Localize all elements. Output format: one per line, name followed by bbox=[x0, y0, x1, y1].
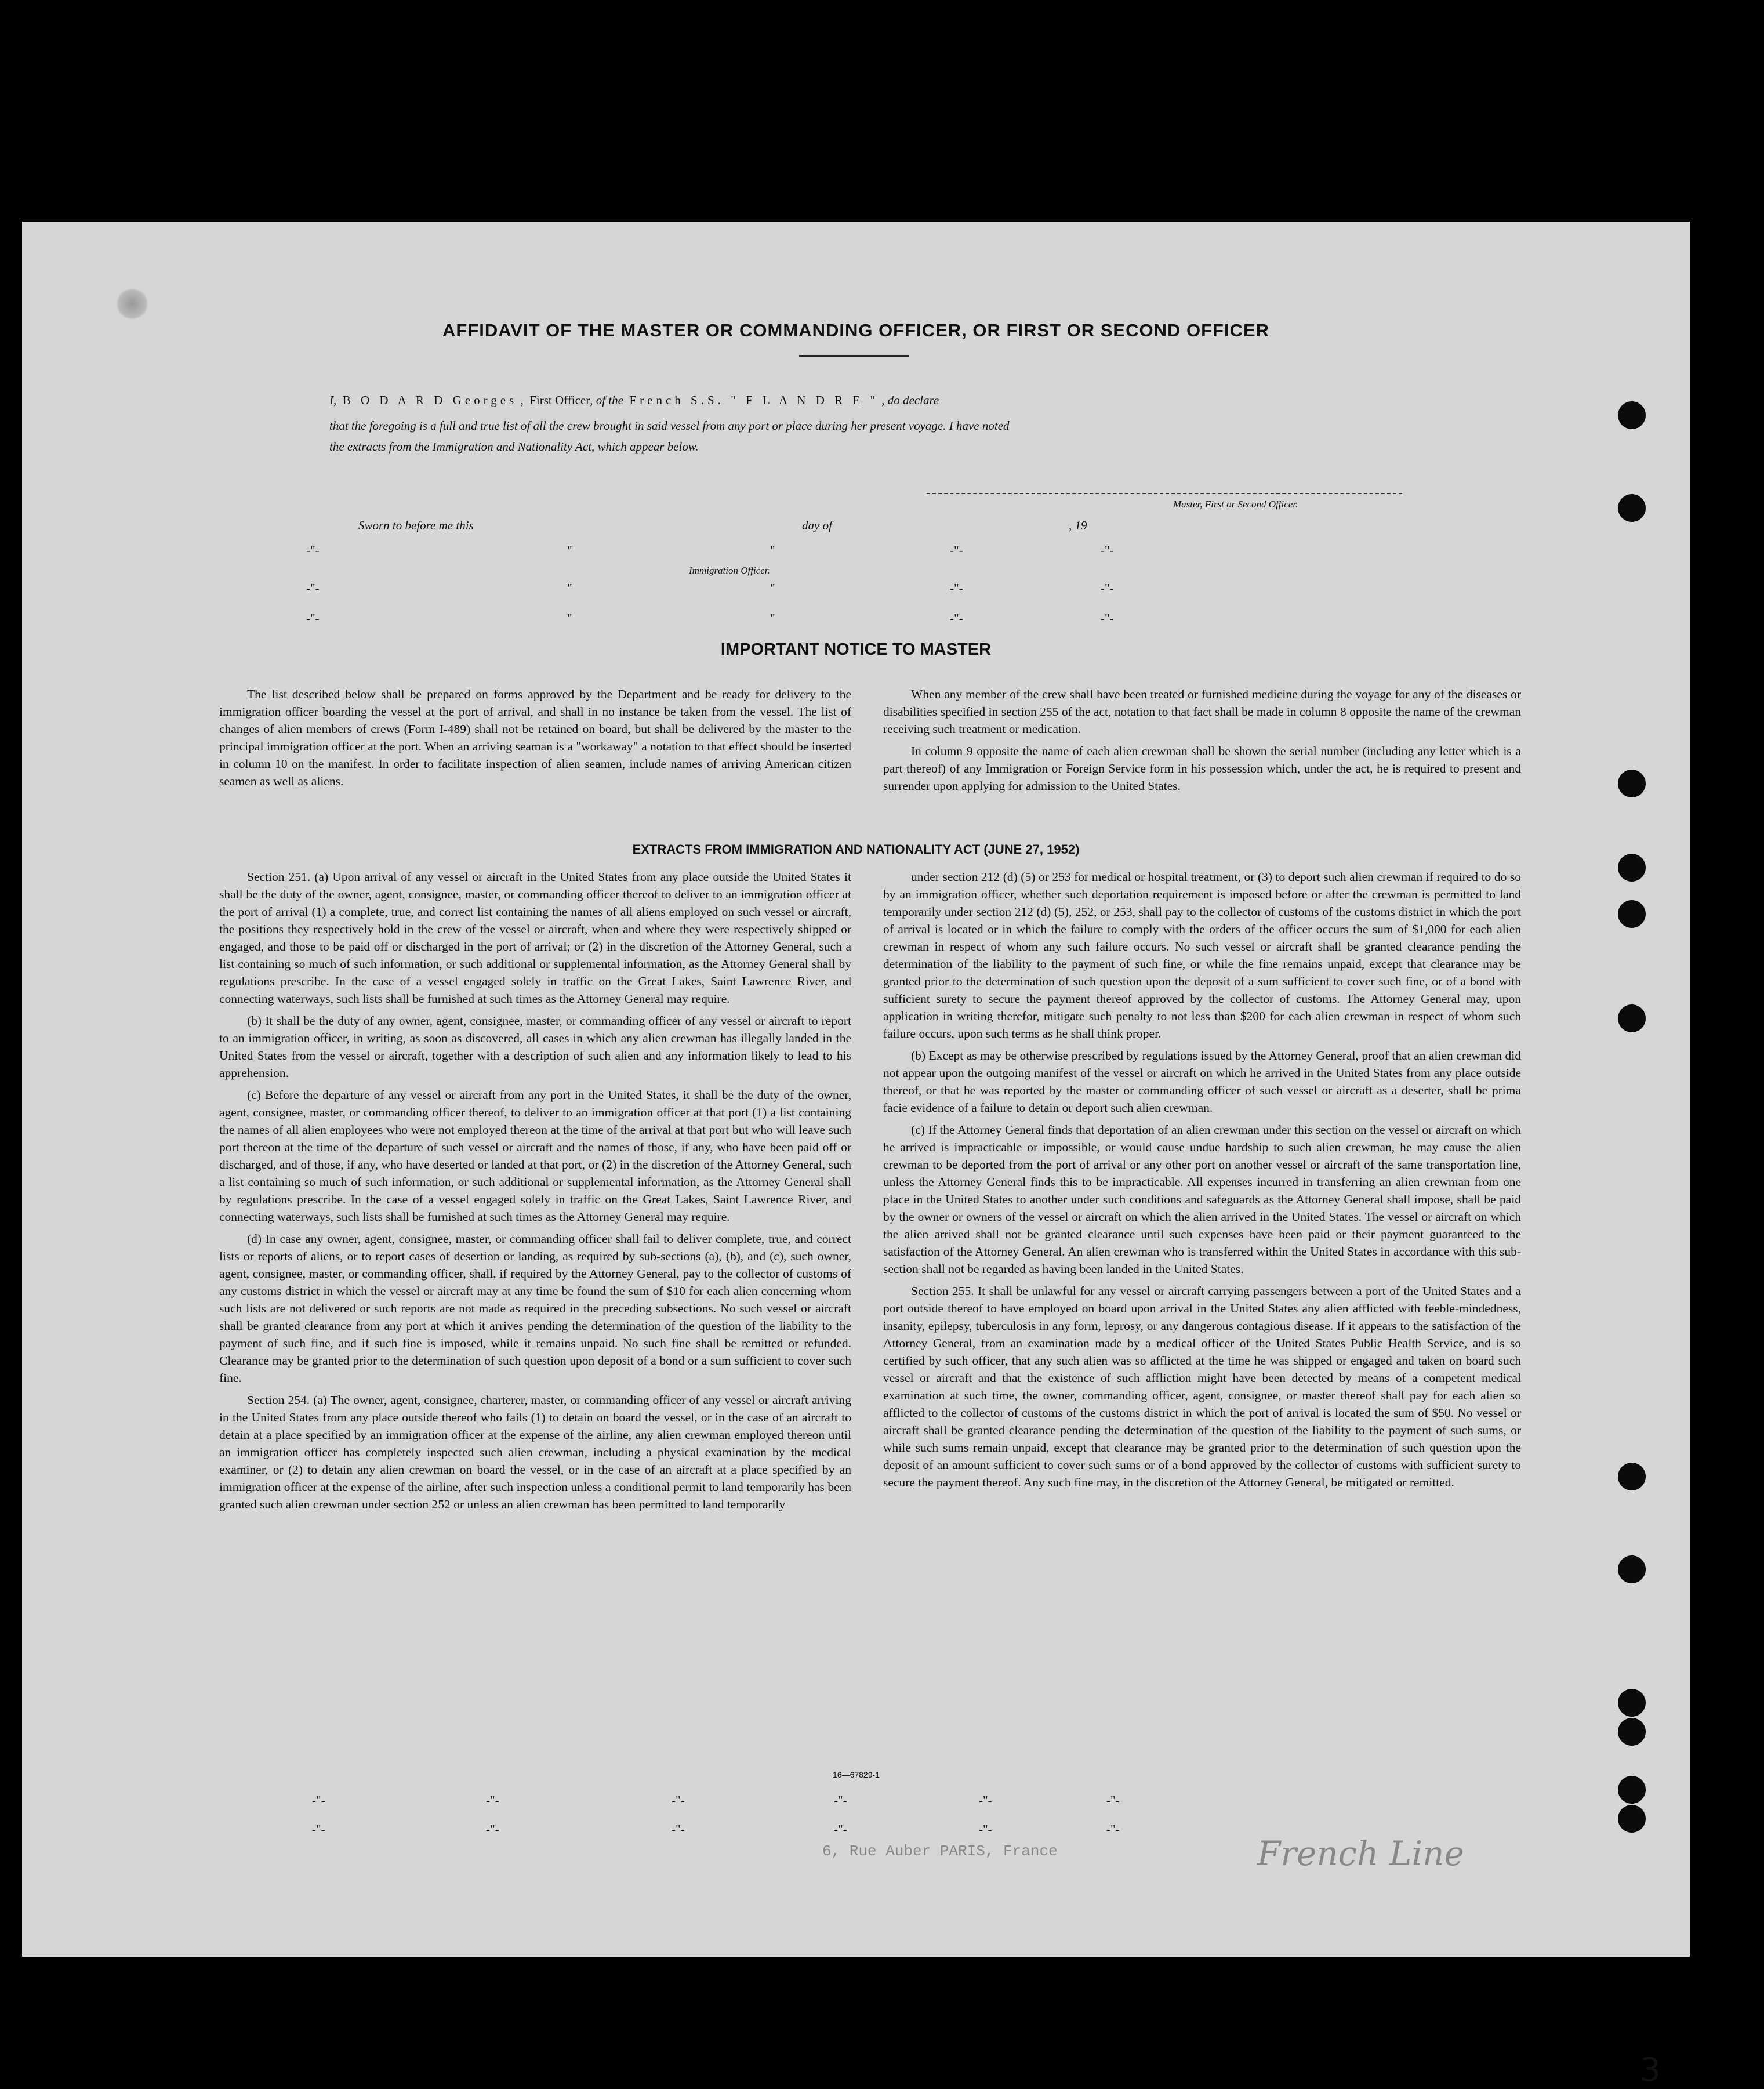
declaration-line-2: that the foregoing is a full and true list of all the crew brought in said vessel from any port or place during her present voyage. I have noted bbox=[329, 419, 1010, 433]
notice-right-column bbox=[883, 686, 1521, 799]
section-paragraph: (b) It shall be the duty of any owner, agent, consignee, master, or commanding officer of any vessel or aircraft to report to an immigration officer, in writing, as soon as discovered, all cases in which any alien crewman has illegally landed in the United States from the vessel or aircraft, together with a description of such alien and any information likely to lead to his apprehension. bbox=[219, 1014, 851, 1080]
bleed-through-signature: French Line bbox=[1257, 1834, 1464, 1873]
binder-hole bbox=[1618, 1555, 1646, 1583]
section-paragraph: under section 212 (d) (5) or 253 for medical or hospital treatment, or (3) to deport such alien crewman if required to do so by an immigration officer, whether such deportation requirement is imposed before or after the crewman is permitted to land temporarily under section 212 (d) (5), 252, or 253, shall pay to the collector of customs of the customs district in which the port of arrival is located or in which the failure to comply with the orders of the officer occurs the sum of $1,000 for each alien crewman in respect of whom any such failure occurs. No such vessel or aircraft shall be granted clearance pending the determination of the liability to the payment of such fine, or while the fine remains unpaid, except that clearance may be granted prior to the determination of such question upon the deposit of a sum sufficient to cover such fine, or of a bond with sufficient surety to secure the payment thereof approved by the collector of customs. The Attorney General may, upon application in writing therefor, mitigate such penalty to not less than $200 for each alien crewman in respect of whom such failure occurs, upon such terms as he shall think proper. bbox=[883, 870, 1521, 1040]
binder-hole bbox=[1618, 1463, 1646, 1490]
ink-smudge bbox=[115, 289, 150, 319]
section-paragraph: Section 255. It shall be unlawful for any vessel or aircraft carrying passengers between a port of the United States and a port outside thereof to have employed on board upon arrival in the United States any alien afflicted with feeble-mindedness, insanity, epilepsy, tuberculosis in any form, leprosy, or any dangerous contagious disease. If it appears to the satisfaction of the Attorney General, from an examination made by a medical officer of the United States Public Health Service, and is so certified by such officer, that any such alien was so afflicted at the time he was shipped or engaged and taken on board such vessel or aircraft and that the existence of such affliction might have been detected by means of a competent medical examination at such time, the owner, commanding officer, agent, consignee, or master thereof shall pay for each alien so afflicted to the collector of customs of the customs district in which the port of arrival is located the sum of $50. No vessel or aircraft shall be granted clearance pending the determination of the question of the liability to the payment of such sums, or while such sums remain unpaid, except that clearance may be granted prior to the determination of such question upon the deposit of an amount sufficient to cover such sums or of a bond approved by the collector of customs with sufficient surety to secure the payment thereof. Any such fine may, in the discretion of the Attorney General, be mitigated or remitted. bbox=[883, 1284, 1521, 1489]
extracts-right-column bbox=[883, 868, 1521, 1496]
binder-hole bbox=[1618, 494, 1646, 522]
section-paragraph: Section 254. (a) The owner, agent, consignee, charterer, master, or commanding officer of any vessel or aircraft arriving in the United States from any place outside thereof who fails (1) to detain on board the vessel, or in the case of an aircraft to detain at a place specified by an immigration officer at the expense of the airline, any alien crewman employed thereon until an immigration officer has completely inspected such alien crewman, including a physical examination by the medical examiner, or (2) to detain any alien crewman on board the vessel, or in the case of an aircraft at a place specified by an immigration officer at the expense of the airline, after such inspection unless a conditional permit to land temporarily has been granted such alien crewman under section 252 or unless an alien crewman has been permitted to land temporarily bbox=[219, 1393, 851, 1511]
notice-title: IMPORTANT NOTICE TO MASTER bbox=[720, 640, 992, 659]
binder-hole bbox=[1618, 1689, 1646, 1717]
officer-name: B O D A R D Georges bbox=[342, 393, 518, 407]
ditto-row: -"- " " -"- -"- bbox=[306, 611, 1114, 625]
document-page: AFFIDAVIT OF THE MASTER OR COMMANDING OFFICER, OR FIRST OR SECOND OFFICER I, B O D A R D Georges , First Officer, of the French S.S. " F L A N D R E " , do declare that the foregoing is a full and true list of all the crew brought in said vessel from any port or place during her present voyage. I have noted the extracts from the Immigration and Nationality Act, which appear below. Master, First or Second Officer. Sworn to before me this day of , 19 -"- " " -"- -"- Immigration Officer. -"- " " -"- -"- -"- " " -"- -"- IMPORTANT NOTICE TO MASTER The list described below shall be prepared on forms approved by the Department and be ready for delivery to the immigration officer boarding the vessel at the port of arrival, and shall in no instance be taken from the vessel. The list of changes of alien members of crews (Form I-489) shall not be retained on board, but shall be delivered by the master to the principal immigration officer at the port. When an arriving seaman is a "workaway" a notation to that effect should be inserted in column 10 on the manifest. In order to facilitate inspection of alien seamen, include names of arriving American citizen seamen as well as aliens. When any member of the crew shall have been treated or furnished medicine during the voyage for any of the diseases or disabilities specified in section 255 of the act, notation to that fact shall be made in column 8 opposite the name of the crewman receiving such treatment or medication. In column 9 opposite the name of each alien crewman shall be shown the serial number (including any letter which is a part thereof) of any Immigration or Foreign Service form in his possession which, under the act, he is required to present and surrender upon applying for admission to the United States. EXTRACTS FROM IMMIGRATION AND NATIONALITY ACT (JUNE 27, 1952) Section 251. (a) Upon arrival of any vessel or aircraft in the United States from any place outside the United States it shall be the duty of the owner, agent, consignee, master, or commanding officer thereof to deliver to an immigration officer at the port of arrival (1) a complete, true, and correct list containing the names of all aliens employed on such vessel or aircraft, the positions they respectively hold in the crew of the vessel or aircraft, when and where they were respectively shipped or engaged, and those to be paid off or discharged in the port of arrival; or (2) in the discretion of the Attorney General, such a list containing so much of such information, or such additional or supplemental information, as the Attorney General shall by regulations prescribe. In the case of a vessel engaged solely in traffic on the Great Lakes, Saint Lawrence River, and connecting waterways, such lists shall be furnished at such times as the Attorney General may require. (b) It shall be the duty of any owner, agent, consignee, master, or commanding officer of any vessel or aircraft to report to an immigration officer, in writing, as soon as discovered, all cases in which any alien crewman has illegally landed in the United States from the vessel or aircraft, together with a description of such alien and any information likely to lead to his apprehension. (c) Before the departure of any vessel or aircraft from any port in the United States, it shall be the duty of the owner, agent, consignee, master, or commanding officer thereof, to deliver to an immigration officer at that port (1) a list containing the names of all alien employees who were not employed thereon at the time of the arrival at that port but who will leave such port thereon at the time of the departure of such vessel or aircraft and the names of those, if any, who have been paid off or discharged, and of those, if any, who have deserted or landed at that port, or (2) in the discretion of the Attorney General, such a list containing so much of such information, or such additional or supplemental information, as the Attorney General shall by regulations prescribe. In the case of a vessel engaged solely in traffic on the Great Lakes, Saint Lawrence River, and connecting waterways, such lists shall be furnished at such times as the Attorney General may require. (d) In case any owner, agent, consignee, master, or commanding officer shall fail to deliver complete, true, and correct lists or reports of aliens, or to report cases of desertion or landing, as required by sub-sections (a), (b), and (c), such owner, agent, consignee, master, or commanding officer, shall, if required by the Attorney General, pay to the collector of customs of any customs district in which the vessel or aircraft may at any time be found the sum of $10 for each alien concerning whom such lists are not delivered or such reports are not made as required in the preceding subsections. No such vessel or aircraft shall be granted clearance from any port at which it arrives pending the determination of the question of the liability to the payment of such fine, and if such fine is imposed, while it remains unpaid. No such fine shall be remitted or refunded. Clearance may be granted prior to the determination of such question upon deposit of a bond or a sum sufficient to cover such fine. Section 254. (a) The owner, agent, consignee, charterer, master, or commanding officer of any vessel or aircraft arriving in the United States from any place outside thereof who fails (1) to detain on board the vessel, or in the case of an aircraft to detain at a place specified by an immigration officer at the expense of the airline, any alien crewman employed thereon until an immigration officer has completely inspected such alien crewman, including a physical examination by the medical examiner, or (2) to detain any alien crewman on board the vessel, or in the case of an aircraft at a place specified by an immigration officer at the expense of the airline, after such inspection unless a conditional permit to land temporarily has been granted such alien crewman under section 252 or unless an alien crewman has been permitted to land temporarily under section 212 (d) (5) or 253 for medical or hospital treatment, or (3) to deport such alien crewman if required to do so by an immigration officer, whether such deportation requirement is imposed before or after the crewman is permitted to land temporarily under section 212 (d) (5), 252, or 253, shall pay to the collector of customs of the customs district in which the port of arrival is located or in which the failure to comply with the orders of the officer occurs the sum of $1,000 for each alien crewman in respect of whom any such failure occurs. No such vessel or aircraft shall be granted clearance pending the determination of the liability to the payment of such fine, or while the fine remains unpaid, except that clearance may be granted prior to the determination of such question upon the deposit of a sum sufficient to cover such fine, or of a bond with sufficient surety to secure the payment thereof approved by the collector of customs. The Attorney General may, upon application in writing therefor, mitigate such penalty to not less than $200 for each alien crewman in respect of whom such failure occurs, upon such terms as he shall think proper. (b) Except as may be otherwise prescribed by regulations issued by the Attorney General, proof that an alien crewman did not appear upon the outgoing manifest of the vessel or aircraft on which he arrived in the United States from any place outside thereof, or that he was reported by the master or commanding officer of such vessel or aircraft as a deserter, shall be prima facie evidence of a failure to detain or deport such alien crewman. (c) If the Attorney General finds that deportation of an alien crewman under this section on the vessel or aircraft on which he arrived is impracticable or impossible, or would cause undue hardship to such alien crewman, he may cause the alien crewman to be deported from the port of arrival or any other port on another vessel or aircraft of the same transportation line, unless the Attorney General finds this to be impracticable. All expenses incurred in transferring an alien crewman from one place in the United States to another under such conditions and safeguards as the Attorney General shall impose, shall be paid by the owner or owners of the vessel or aircraft on which the alien arrived in the United States. The vessel or aircraft on which the alien arrived shall not be granted clearance until such expenses have been paid or their payment guaranteed to the satisfaction of the Attorney General. An alien crewman who is transferred within the United States in accordance with this sub-section shall not be regarded as having been landed in the United States. Section 255. It shall be unlawful for any vessel or aircraft carrying passengers between a port of the United States and a port outside thereof to have employed on board upon arrival in the United States any alien afflicted with feeble-mindedness, insanity, epilepsy, tuberculosis in any form, leprosy, or any dangerous contagious disease. If it appears to the satisfaction of the Attorney General, from an examination made by a medical officer of the United States Public Health Service, and is so certified by such officer, that any such alien was so afflicted at the time he was shipped or engaged and taken on board such vessel or aircraft and that the existence of such affliction might have been detected by means of a competent medical examination at such time, the owner, commanding officer, agent, consignee, or master thereof shall pay for each alien so afflicted to the collector of customs of the customs district in which the port of arrival is located the sum of $50. No vessel or aircraft shall be granted clearance pending the determination of the question of the liability to the payment of such sums, or while such sums remain unpaid, except that clearance may be granted prior to the determination of such question upon the deposit of an amount sufficient to cover such sums or of a bond approved by the collector of customs with sufficient surety to secure the payment thereof. Any such fine may, in the discretion of the Attorney General, be mitigated or remitted. 16—67829-1 -"- -"- -"- -"- -"- -"- -"- -"- -"- -"- -"- -"- French Line 6, Rue Auber PARIS, France 3 bbox=[22, 222, 1690, 1957]
notice-paragraph: In column 9 opposite the name of each alien crewman shall be shown the serial number (including any letter which is a part thereof) of any Immigration or Foreign Service form in his possession which, under the act, he is required to present and surrender upon applying for admission to the United States. bbox=[883, 744, 1521, 793]
declaration-line-3: the extracts from the Immigration and Nationality Act, which appear below. bbox=[329, 440, 699, 454]
ditto-row: -"- " " -"- -"- bbox=[306, 543, 1114, 557]
extracts-left-column bbox=[219, 868, 851, 1518]
vessel-name: French S.S. " F L A N D R E " bbox=[629, 393, 879, 407]
binder-hole bbox=[1618, 1776, 1646, 1804]
signature-line bbox=[927, 493, 1402, 494]
ditto-row: -"- " " -"- -"- bbox=[306, 581, 1114, 595]
section-paragraph: (b) Except as may be otherwise prescribed by regulations issued by the Attorney General, proof that an alien crewman did not appear upon the outgoing manifest of the vessel or aircraft on which he arrived in the United States from any place outside thereof, or that he was reported by the master or commanding officer of such vessel or aircraft as a deserter, shall be prima facie evidence of a failure to detain or deport such alien crewman. bbox=[883, 1049, 1521, 1115]
sworn-line: Sworn to before me this day of , 19 bbox=[358, 518, 1087, 532]
extracts-title: EXTRACTS FROM IMMIGRATION AND NATIONALITY ACT (JUNE 27, 1952) bbox=[632, 842, 1080, 857]
notice-left-column bbox=[219, 686, 851, 795]
declaration-line-1: I, B O D A R D Georges , First Officer, of the French S.S. " F L A N D R E " , do declare bbox=[329, 393, 939, 407]
notice-paragraph: The list described below shall be prepared on forms approved by the Department and be ready for delivery to the immigration officer boarding the vessel at the port of arrival, and shall in no instance be taken from the vessel. The list of changes of alien members of crews (Form I-489) shall not be retained on board, but shall be delivered by the master to the principal immigration officer at the port. When an arriving seaman is a "workaway" a notation to that effect should be inserted in column 10 on the manifest. In order to facilitate inspection of alien seamen, include names of arriving American citizen seamen as well as aliens. bbox=[219, 687, 851, 788]
binder-hole bbox=[1618, 770, 1646, 797]
binder-hole bbox=[1618, 900, 1646, 928]
section-paragraph: Section 251. (a) Upon arrival of any vessel or aircraft in the United States from any place outside the United States it shall be the duty of the owner, agent, consignee, master, or commanding officer thereof to deliver to an immigration officer at the port of arrival (1) a complete, true, and correct list containing the names of all aliens employed on such vessel or aircraft, the positions they respectively hold in the crew of the vessel or aircraft, when and where they were respectively shipped or engaged, and those to be paid off or discharged in the port of arrival; or (2) in the discretion of the Attorney General, such a list containing so much of such information, or such additional or supplemental information, as the Attorney General shall by regulations prescribe. In the case of a vessel engaged solely in traffic on the Great Lakes, Saint Lawrence River, and connecting waterways, such lists shall be furnished at such times as the Attorney General may require. bbox=[219, 870, 851, 1006]
form-number: 16—67829-1 bbox=[833, 1770, 880, 1779]
section-paragraph: (c) If the Attorney General finds that deportation of an alien crewman under this section on the vessel or aircraft on which he arrived is impracticable or impossible, or would cause undue hardship to such alien crewman, he may cause the alien crewman to be deported from the port of arrival or any other port on another vessel or aircraft of the same transportation line, unless the Attorney General finds this to be impracticable. All expenses incurred in transferring an alien crewman from one place in the United States to another under such conditions and safeguards as the Attorney General shall impose, shall be paid by the owner or owners of the vessel or aircraft on which the alien arrived in the United States. The vessel or aircraft on which the alien arrived shall not be granted clearance until such expenses have been paid or their payment guaranteed to the satisfaction of the Attorney General. An alien crewman who is transferred within the United States in accordance with this sub-section shall not be regarded as having been landed in the United States. bbox=[883, 1123, 1521, 1276]
binder-hole bbox=[1618, 1004, 1646, 1032]
immigration-officer-caption: Immigration Officer. bbox=[689, 565, 770, 576]
binder-hole bbox=[1618, 401, 1646, 429]
affidavit-heading: AFFIDAVIT OF THE MASTER OR COMMANDING OFFICER, OR FIRST OR SECOND OFFICER bbox=[442, 320, 1270, 340]
section-paragraph: (d) In case any owner, agent, consignee, master, or commanding officer shall fail to deliver complete, true, and correct lists or reports of aliens, or to report cases of desertion or landing, as required by sub-sections (a), (b), and (c), such owner, agent, consignee, master, or commanding officer, shall, if required by the Attorney General, pay to the collector of customs of any customs district in which the vessel or aircraft may at any time be found the sum of $10 for each alien concerning whom such lists are not delivered or such reports are not made as required in the preceding subsections. No such vessel or aircraft shall be granted clearance from any port at which it arrives pending the determination of the question of the liability to the payment of such fine, and if such fine is imposed, while it remains unpaid. No such fine shall be remitted or refunded. Clearance may be granted prior to the determination of such question upon deposit of a bond or a sum sufficient to cover such fine. bbox=[219, 1232, 851, 1385]
officer-rank: First Officer bbox=[529, 393, 590, 407]
section-paragraph: (c) Before the departure of any vessel or aircraft from any port in the United States, it shall be the duty of the owner, agent, consignee, master, or commanding officer thereof, to deliver to an immigration officer at that port (1) a list containing the names of all alien employees who were not employed thereon at the time of the arrival at that port but who will leave such port thereon at the time of the departure of such vessel or aircraft and the names of those, if any, who have been paid off or discharged, and of those, if any, who have deserted or landed at that port, or (2) in the discretion of the Attorney General, such a list containing so much of such information, or such additional or supplemental information, as the Attorney General shall by regulations prescribe. In the case of a vessel engaged solely in traffic on the Great Lakes, Saint Lawrence River, and connecting waterways, such lists shall be furnished at such times as the Attorney General may require. bbox=[219, 1088, 851, 1224]
binder-hole bbox=[1618, 1805, 1646, 1833]
heading-underline bbox=[799, 355, 909, 357]
binder-hole bbox=[1618, 1718, 1646, 1746]
page-number: 3 bbox=[1640, 2051, 1661, 2089]
binder-hole bbox=[1618, 854, 1646, 882]
notice-paragraph: When any member of the crew shall have been treated or furnished medicine during the voyage for any of the diseases or disabilities specified in section 255 of the act, notation to that fact shall be made in column 8 opposite the name of the crewman receiving such treatment or medication. bbox=[883, 687, 1521, 736]
signature-caption: Master, First or Second Officer. bbox=[1173, 499, 1298, 510]
bleed-through-stamp: 6, Rue Auber PARIS, France bbox=[822, 1843, 1058, 1860]
